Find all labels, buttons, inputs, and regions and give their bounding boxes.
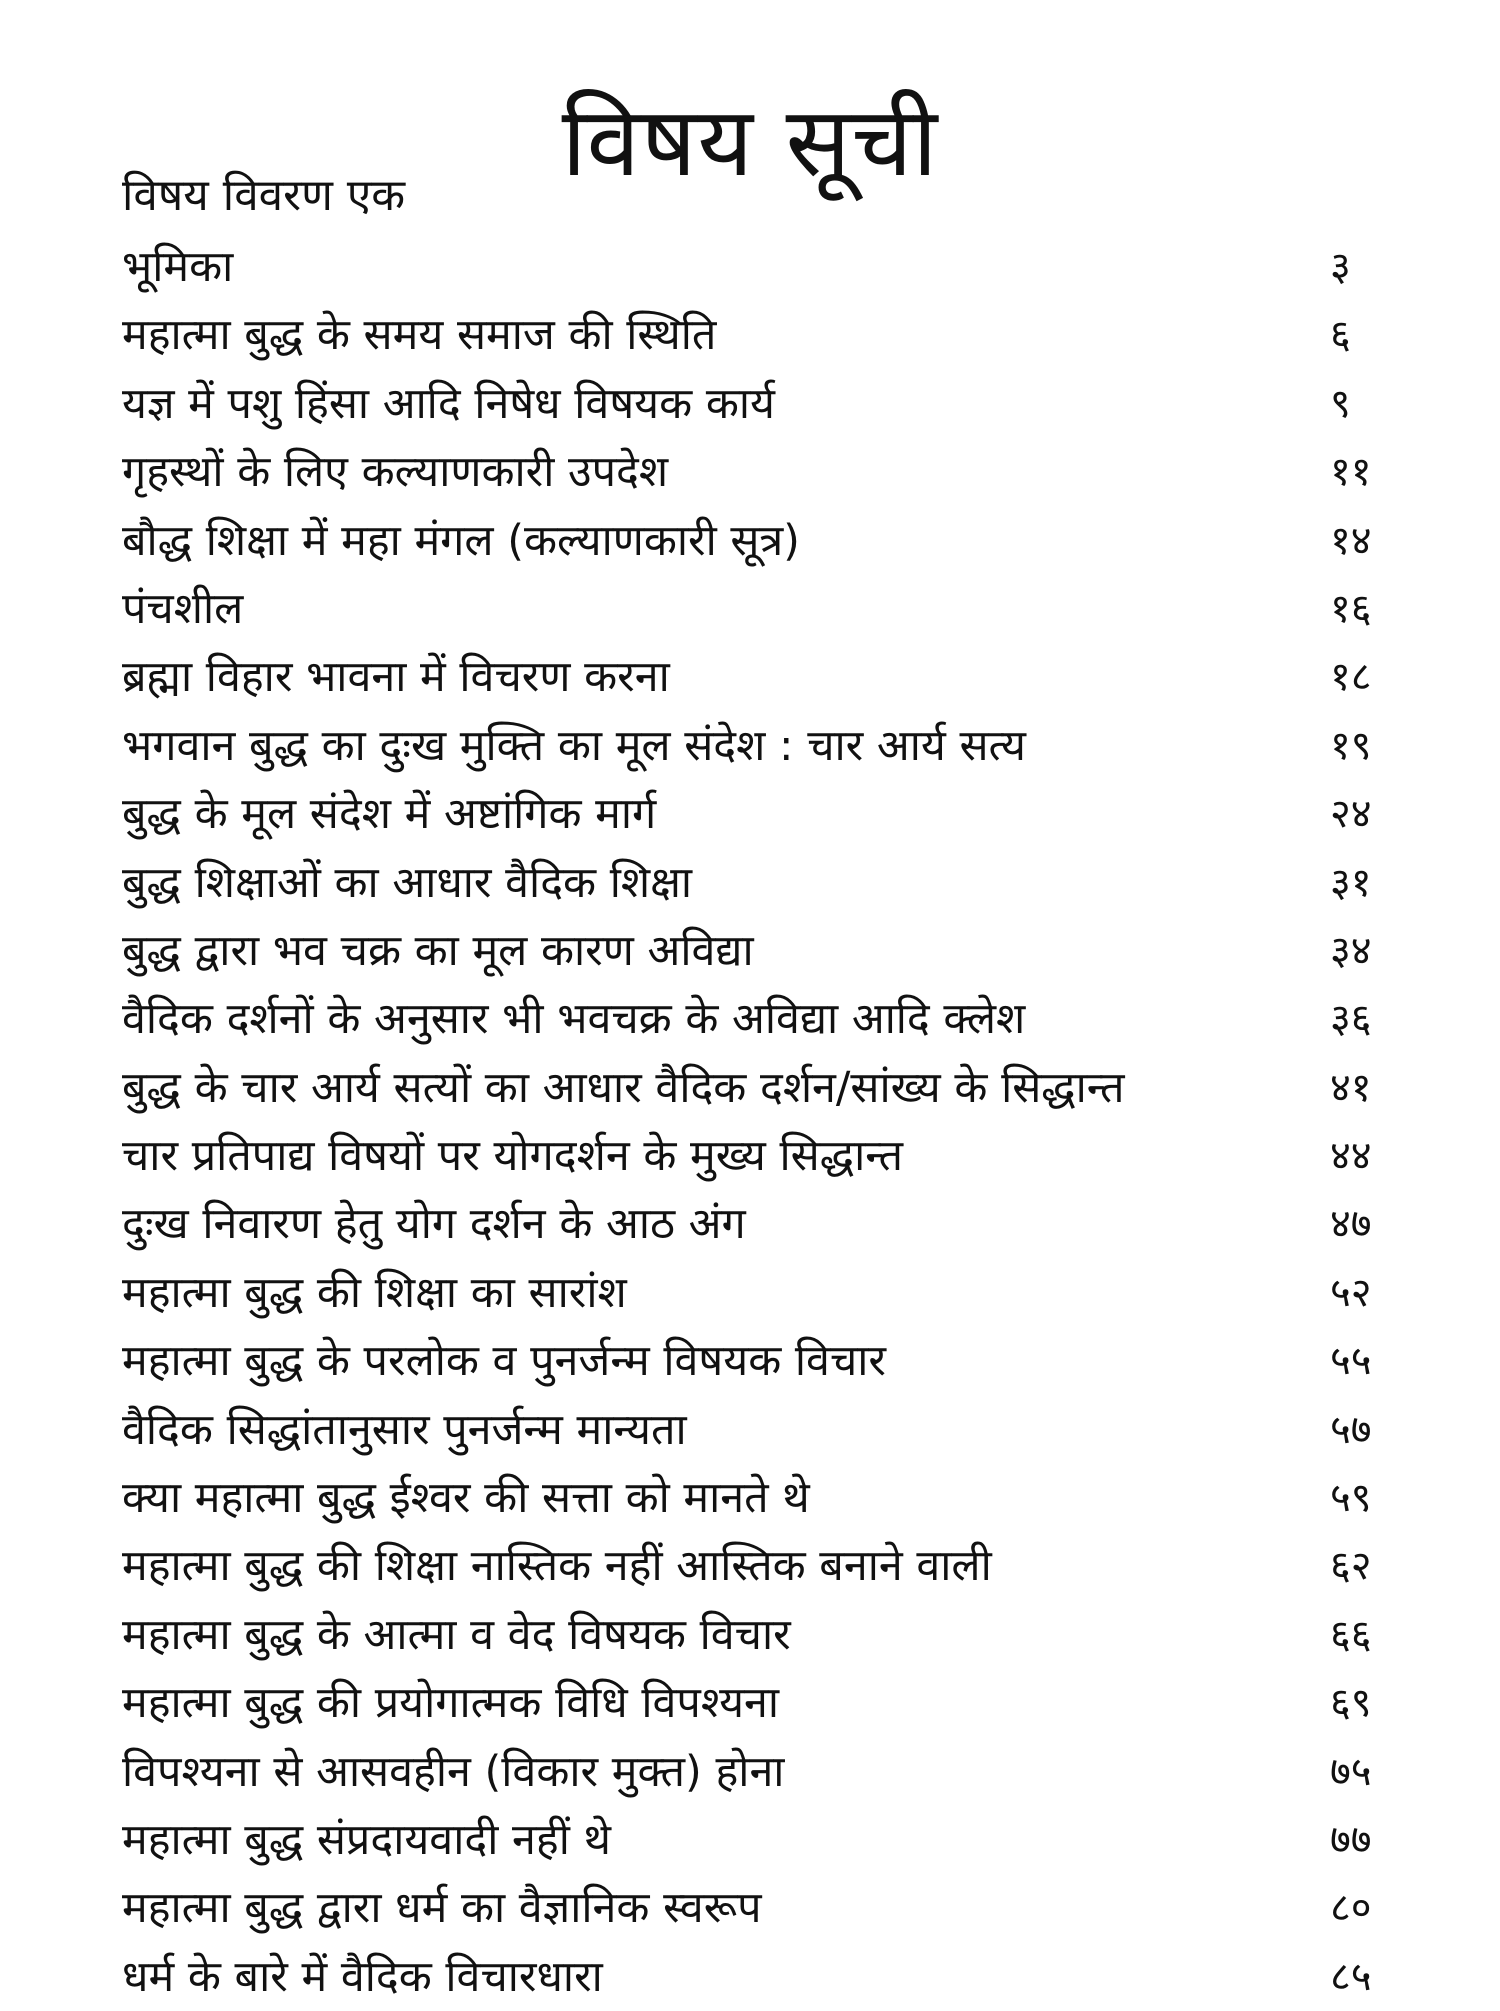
toc-entry xyxy=(0,712,1500,780)
toc-entry-page-number: ७७ xyxy=(1330,1816,1372,1863)
toc-entry xyxy=(0,301,1500,369)
toc-entry-label: महात्मा बुद्ध के समय समाज की स्थिति xyxy=(122,310,717,361)
toc-entry xyxy=(0,1054,1500,1122)
toc-entry-label: वैदिक सिद्धांतानुसार पुनर्जन्म मान्यता xyxy=(122,1404,687,1455)
section-heading: विषय विवरण एक xyxy=(122,170,406,221)
toc-entry-page-number: ५९ xyxy=(1330,1475,1372,1522)
toc-entry-page-number: ५५ xyxy=(1330,1338,1372,1385)
toc-entry-label: बुद्ध के चार आर्य सत्यों का आधार वैदिक दर्शन/सांख्य के सिद्धान्त xyxy=(122,1062,1125,1113)
toc-entry-label: बुद्ध शिक्षाओं का आधार वैदिक शिक्षा xyxy=(122,857,693,908)
toc-entry-label: महात्मा बुद्ध के परलोक व पुनर्जन्म विषयक विचार xyxy=(122,1336,886,1387)
toc-entry-label: भूमिका xyxy=(122,242,234,292)
toc-entry-page-number: ४१ xyxy=(1330,1064,1372,1111)
toc-entry-label: धर्म के बारे में वैदिक विचारधारा xyxy=(122,1951,603,2002)
toc-entry-label: महात्मा बुद्ध द्वारा धर्म का वैज्ञानिक स्वरूप xyxy=(122,1883,762,1934)
toc-entry xyxy=(0,849,1500,917)
toc-entry xyxy=(0,370,1500,438)
toc-entry xyxy=(0,1874,1500,1942)
toc-entry-label: महात्मा बुद्ध के आत्मा व वेद विषयक विचार xyxy=(122,1609,791,1660)
toc-entry xyxy=(0,1396,1500,1464)
toc-entry-label: बुद्ध के मूल संदेश में अष्टांगिक मार्ग xyxy=(122,789,657,840)
page-title: विषय सूची xyxy=(561,86,939,199)
toc-entry-page-number: ९ xyxy=(1330,380,1351,427)
toc-entry-label: यज्ञ में पशु हिंसा आदि निषेध विषयक कार्य xyxy=(122,378,775,429)
toc-entry-label: क्या महात्मा बुद्ध ईश्वर की सत्ता को मानते थे xyxy=(122,1473,810,1524)
toc-entry-label: पंचशील xyxy=(122,583,244,634)
toc-entry-page-number: १८ xyxy=(1330,654,1372,701)
toc-entry xyxy=(0,1327,1500,1395)
toc-entry-label: महात्मा बुद्ध की शिक्षा का सारांश xyxy=(122,1267,627,1318)
toc-entry-page-number: ८५ xyxy=(1330,1953,1372,2000)
toc-entry-page-number: ६६ xyxy=(1330,1611,1372,1658)
toc-entry-page-number: ३६ xyxy=(1330,996,1372,1043)
toc-entry xyxy=(0,233,1500,301)
toc-entry-label: महात्मा बुद्ध संप्रदायवादी नहीं थे xyxy=(122,1814,611,1865)
toc-entry-label: दुःख निवारण हेतु योग दर्शन के आठ अंग xyxy=(122,1199,746,1250)
toc-entry xyxy=(0,1122,1500,1190)
toc-entry-page-number: ३ xyxy=(1330,244,1351,290)
toc-entry-label: महात्मा बुद्ध की प्रयोगात्मक विधि विपश्यना xyxy=(122,1678,780,1729)
toc-entry-page-number: २४ xyxy=(1330,791,1372,838)
toc-entry-label: चार प्रतिपाद्य विषयों पर योगदर्शन के मुख्य सिद्धान्त xyxy=(122,1131,903,1182)
toc-entry-page-number: ६९ xyxy=(1330,1680,1372,1727)
toc-entry-page-number: १४ xyxy=(1330,517,1372,564)
toc-entry xyxy=(0,643,1500,711)
toc-entry xyxy=(0,575,1500,643)
toc-entry-label: गृहस्थों के लिए कल्याणकारी उपदेश xyxy=(122,447,669,498)
toc-entry-page-number: ८० xyxy=(1330,1885,1372,1932)
toc-entry xyxy=(0,1806,1500,1874)
toc-entry xyxy=(0,1190,1500,1258)
toc-entry-label: बौद्ध शिक्षा में महा मंगल (कल्याणकारी सूत्र) xyxy=(122,515,800,566)
toc-entry-page-number: ३१ xyxy=(1330,859,1372,906)
toc-entry xyxy=(0,985,1500,1053)
toc-entry-page-number: १९ xyxy=(1330,722,1372,769)
toc-entry-page-number: ६ xyxy=(1330,312,1351,359)
toc-entry xyxy=(0,917,1500,985)
toc-entry xyxy=(0,780,1500,848)
toc-entry-page-number: ४४ xyxy=(1330,1133,1372,1180)
toc-entry-label: वैदिक दर्शनों के अनुसार भी भवचक्र के अविद्या आदि क्लेश xyxy=(122,994,1026,1045)
toc-entry xyxy=(0,1532,1500,1600)
toc-entry-label: बुद्ध द्वारा भव चक्र का मूल कारण अविद्या xyxy=(122,925,754,976)
toc-entry-page-number: ४७ xyxy=(1330,1201,1372,1248)
toc-entry-page-number: ६२ xyxy=(1330,1543,1372,1590)
toc-entry xyxy=(0,1259,1500,1327)
table-of-contents xyxy=(0,233,1500,2011)
toc-entry-page-number: ५७ xyxy=(1330,1406,1372,1453)
toc-entry-label: महात्मा बुद्ध की शिक्षा नास्तिक नहीं आस्तिक बनाने वाली xyxy=(122,1541,992,1592)
toc-entry xyxy=(0,1669,1500,1737)
toc-entry xyxy=(0,507,1500,575)
toc-entry-page-number: ११ xyxy=(1330,449,1372,496)
toc-entry xyxy=(0,438,1500,506)
toc-entry xyxy=(0,1738,1500,1806)
toc-entry xyxy=(0,1943,1500,2011)
toc-entry xyxy=(0,1464,1500,1532)
toc-entry-page-number: ५२ xyxy=(1330,1269,1372,1316)
toc-entry-label: भगवान बुद्ध का दुःख मुक्ति का मूल संदेश : चार आर्य सत्य xyxy=(122,720,1026,771)
toc-entry-label: ब्रह्मा विहार भावना में विचरण करना xyxy=(122,652,670,703)
toc-entry-page-number: ७५ xyxy=(1330,1748,1372,1795)
toc-entry-label: विपश्यना से आसवहीन (विकार मुक्त) होना xyxy=(122,1746,785,1797)
toc-entry-page-number: ३४ xyxy=(1330,927,1372,974)
toc-entry-page-number: १६ xyxy=(1330,585,1372,632)
toc-entry xyxy=(0,1601,1500,1669)
